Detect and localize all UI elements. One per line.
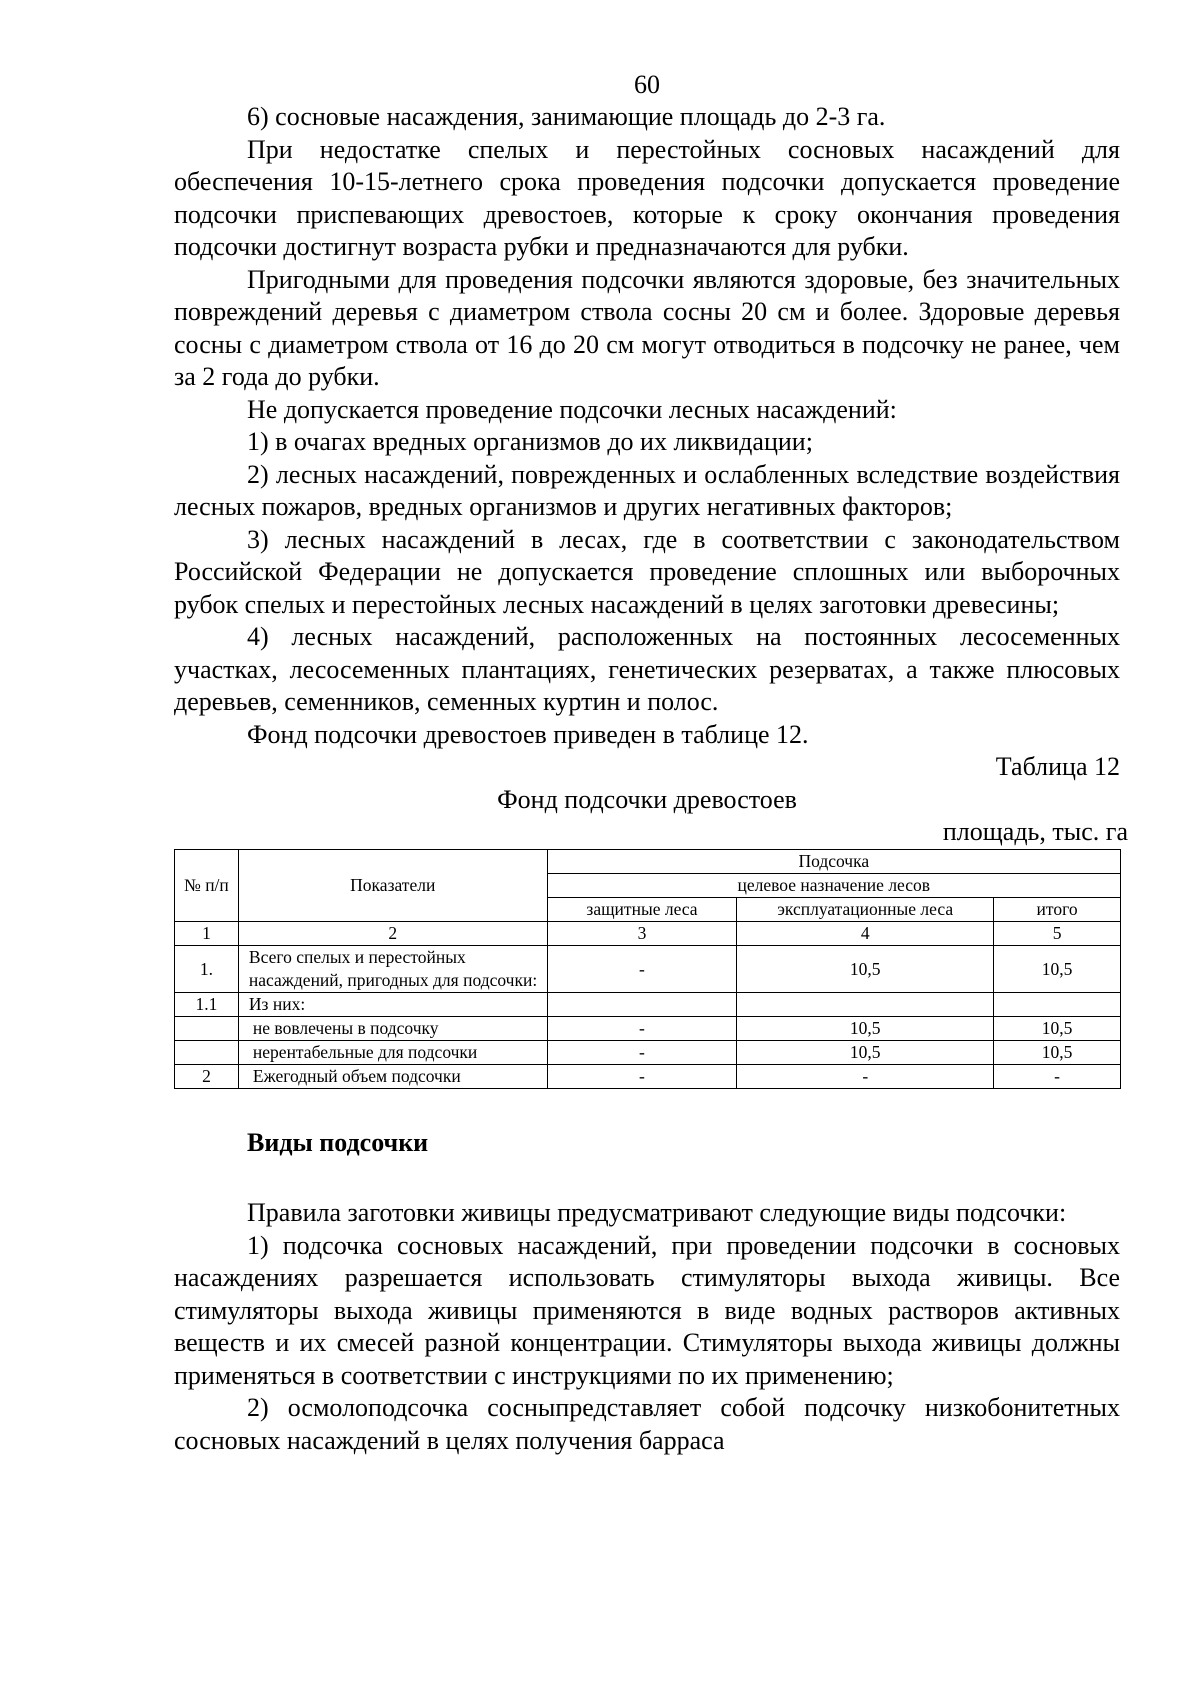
row-num: 1.1	[175, 993, 239, 1017]
cell-total: -	[994, 1065, 1121, 1089]
header-group: Подсочка	[547, 850, 1120, 874]
row-label: Всего спелых и перестойных насаждений, пригодных для подсочки:	[238, 946, 547, 993]
cell-exploitation: 10,5	[737, 946, 994, 993]
cell-exploitation: 10,5	[737, 1041, 994, 1065]
cell-exploitation	[737, 993, 994, 1017]
list-item: 2) осмолоподсочка сосныпредставляет собой подсочку низкобонитетных сосновых насаждений в целях получения барраса	[174, 1393, 1120, 1455]
document-page	[174, 70, 1128, 1457]
cell-protective: -	[547, 946, 737, 993]
paragraph: Не допускается проведение подсочки лесных насаждений:	[247, 394, 897, 424]
cell-protective: -	[547, 1041, 737, 1065]
row-label: Ежегодный объем подсочки	[238, 1065, 547, 1089]
row-label: нерентабельные для подсочки	[238, 1041, 547, 1065]
table-row	[175, 1065, 1121, 1089]
table-row	[175, 993, 1121, 1017]
table-row	[175, 946, 1121, 993]
row-num	[175, 1017, 239, 1041]
row-label: Из них:	[238, 993, 547, 1017]
cell-total: 10,5	[994, 1017, 1121, 1041]
header-indicators: Показатели	[238, 850, 547, 922]
paragraph: Пригодными для проведения подсочки являются здоровые, без значительных повреждений деревья с диаметром ствола сосны 20 см и более. Здоровые деревья сосны с диаметром ствола от 16 до 20 см могут отводиться в подсочку не ранее, чем за 2 года до рубки.	[174, 264, 1120, 391]
cell-protective: -	[547, 1017, 737, 1041]
table-unit: площадь, тыс. га	[942, 817, 1128, 846]
row-label: не вовлечены в подсочку	[238, 1017, 547, 1041]
list-item: 3) лесных насаждений в лесах, где в соответствии с законодательством Российской Федерации не допускается проведение сплошных или выборочных рубок спелых и перестойных лесных насаждений в целях заготовки древесины;	[174, 524, 1120, 619]
header-total: итого	[994, 898, 1121, 922]
cell-exploitation: -	[737, 1065, 994, 1089]
table-header-row	[175, 850, 1121, 874]
column-number: 5	[994, 922, 1121, 946]
paragraph: 6) сосновые насаждения, занимающие площадь до 2-3 га.	[247, 102, 886, 131]
table-number-label: Таблица 12	[995, 752, 1120, 781]
table-title: Фонд подсочки древостоев	[497, 784, 797, 814]
column-number: 1	[175, 922, 239, 946]
list-item: 2) лесных насаждений, поврежденных и ослабленных вследствие воздействия лесных пожаров, вредных организмов и других негативных факторов;	[174, 459, 1120, 521]
row-num: 2	[175, 1065, 239, 1089]
header-subgroup: целевое назначение лесов	[547, 874, 1120, 898]
cell-total: 10,5	[994, 946, 1121, 993]
header-exploitation: эксплуатационные леса	[737, 898, 994, 922]
paragraph: Фонд подсочки древостоев приведен в таблице 12.	[247, 719, 809, 749]
cell-protective: -	[547, 1065, 737, 1089]
list-item: 1) подсочка сосновых насаждений, при проведении подсочки в сосновых насаждениях разрешается использовать стимуляторы выхода живицы. Все стимуляторы выхода живицы применяются в виде водных растворов активных веществ и их смесей разной концентрации. Стимуляторы выхода живицы должны применяться в соответствии с инструкциями по их применению;	[174, 1230, 1120, 1390]
column-number: 4	[737, 922, 994, 946]
page-number: 60	[634, 70, 660, 99]
section-heading: Виды подсочки	[247, 1128, 429, 1157]
header-protective: защитные леса	[547, 898, 737, 922]
cell-total: 10,5	[994, 1041, 1121, 1065]
row-num	[175, 1041, 239, 1065]
header-num: № п/п	[175, 850, 239, 922]
cell-exploitation: 10,5	[737, 1017, 994, 1041]
cell-protective	[547, 993, 737, 1017]
fund-table	[174, 849, 1121, 1089]
row-num: 1.	[175, 946, 239, 993]
list-item: 4) лесных насаждений, расположенных на постоянных лесосеменных участках, лесосеменных плантациях, генетических резерватах, а также плюсовых деревьев, семенников, семенных куртин и полос.	[174, 622, 1120, 716]
table-row	[175, 1017, 1121, 1041]
list-item: 1) в очагах вредных организмов до их ликвидации;	[247, 427, 813, 456]
paragraph: При недостатке спелых и перестойных сосновых насаждений для обеспечения 10-15-летнего срока проведения подсочки допускается проведение подсочки приспевающих древостоев, которые к сроку окончания проведения подсочки достигнут возраста рубки и предназначаются для рубки.	[174, 134, 1120, 261]
column-number: 3	[547, 922, 737, 946]
paragraph: Правила заготовки живицы предусматривают следующие виды подсочки:	[247, 1198, 1067, 1227]
column-number-row	[175, 922, 1121, 946]
table-row	[175, 1041, 1121, 1065]
cell-total	[994, 993, 1121, 1017]
column-number: 2	[238, 922, 547, 946]
